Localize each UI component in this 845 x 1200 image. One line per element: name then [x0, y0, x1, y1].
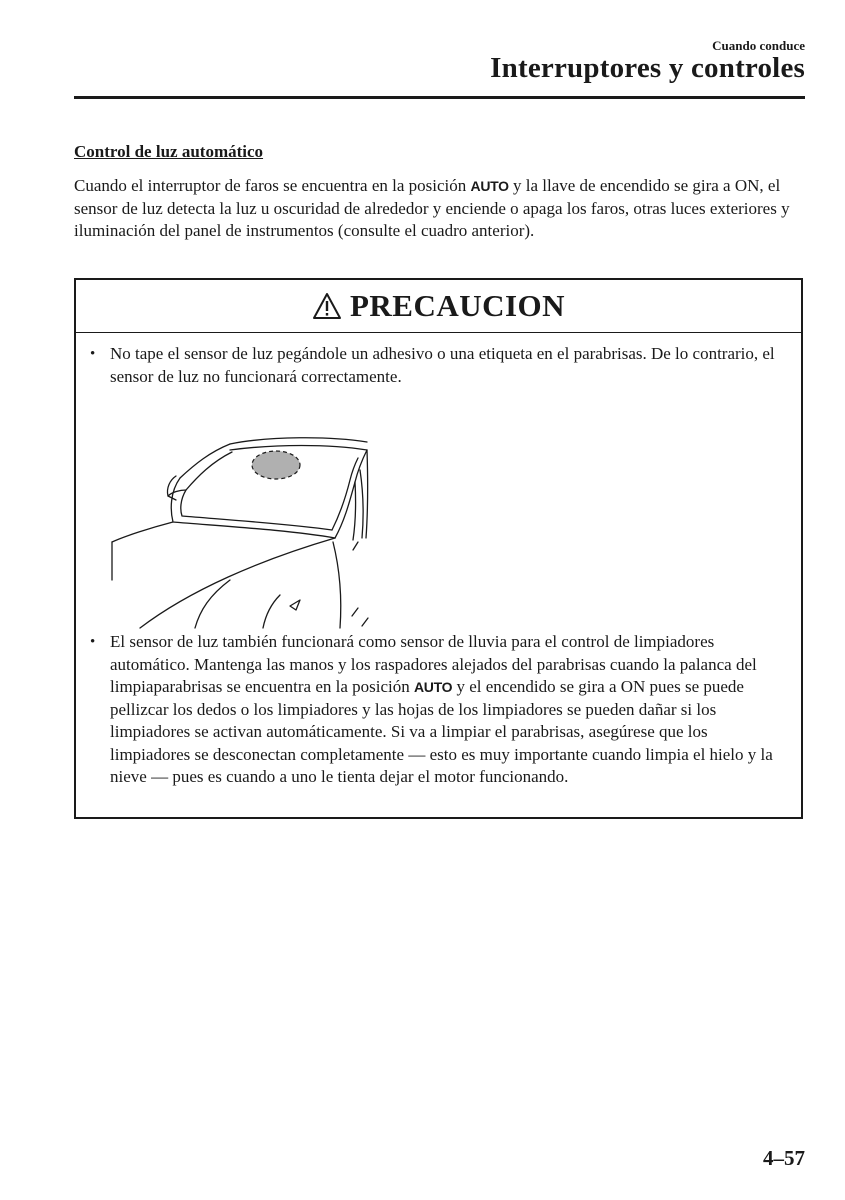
bullet-2-text-end: y el encendido se gira a ON pues se puede pellizcar los dedos o los limpiadores y las hojas de los limpiadores se pueden dañar si los limpiadores se activan automáticamente. Si va a limpiar el parabrisas, asegúrese que los limpiadores se desconectan completamente — esto es muy importante cuando limpia el hielo y la nieve — pues es cuando a uno le tienta dejar el motor funcionando. [110, 677, 773, 786]
intro-text-end: y la llave de encendido se gira a ON, el sensor de luz detecta la luz u oscuridad de alrededor y enciende o apaga los faros, otras luces exteriores y iluminación del panel de instrumentos (consulte el cuadro anterior). [74, 176, 790, 240]
intro-text-start: Cuando el interruptor de faros se encuentra en la posición [74, 176, 471, 195]
bullet-dot: • [90, 346, 96, 362]
intro-paragraph [74, 175, 794, 243]
light-sensor-marker [252, 451, 300, 479]
bullet-2-text-start: El sensor de luz también funcionará como sensor de lluvia para el control de limpiadores automático. Mantenga las manos y los raspadores alejados del parabrisas cuando la palanca del limpiaparabrisas se encuentra en la posición [110, 632, 757, 696]
warning-triangle-icon [312, 292, 342, 320]
page-number: 4–57 [763, 1146, 805, 1170]
caution-bullet-1-text: No tape el sensor de luz pegándole un adhesivo o una etiqueta en el parabrisas. De lo contrario, el sensor de luz no funcionará correctamente. [110, 344, 775, 386]
caution-title: PRECAUCION [349, 288, 566, 323]
header-rule [74, 96, 805, 99]
page-title: Interruptores y controles [490, 52, 805, 84]
caution-bullet-2-text [110, 631, 790, 789]
section-heading: Control de luz automático [74, 142, 264, 161]
caution-bullet-2 [90, 631, 790, 789]
caution-header [76, 280, 801, 333]
auto-label: AUTO [470, 178, 509, 194]
chapter-label: Cuando conduce [712, 38, 805, 53]
auto-label: AUTO [414, 679, 453, 695]
bullet-dot: • [90, 634, 96, 650]
caution-box [74, 278, 803, 819]
windshield-sensor-illustration [110, 430, 370, 630]
caution-bullet-1 [90, 343, 790, 388]
